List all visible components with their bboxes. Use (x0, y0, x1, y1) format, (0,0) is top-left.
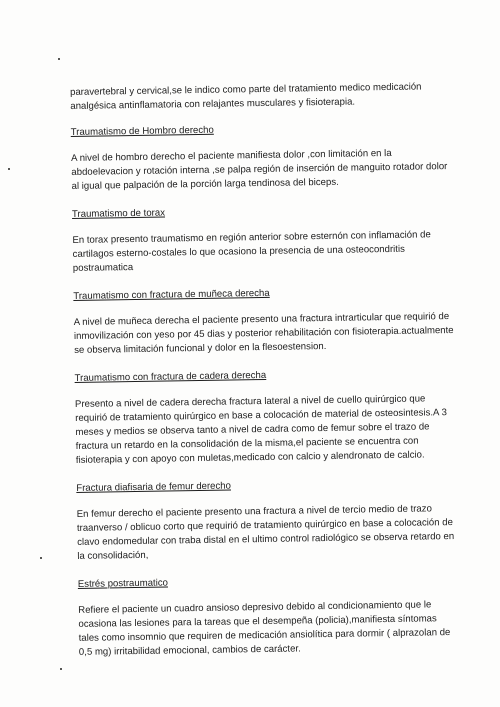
section-heading-torax: Traumatismo de torax (71, 207, 166, 220)
section-body-cadera: Presento a nivel de cadera derecha fractura lateral a nivel de cuello quirúrgico que requirió de tratamiento quirúrgico en base a colocación de material de osteosintesis.A 3 meses y medios se observa tanto a nivel de cadra como de femur sobre el trazo de fractura un retardo en la consolidación de la misma,el paciente se encuentra con fisioterapia y con apoyo con muletas,medicado con calcio y alendronato de calcio. (74, 393, 447, 466)
scan-speck (60, 668, 62, 670)
intro-paragraph: paravertebral y cervical,se le indico como parte del tratamiento medico medicación analgésica antinflamatoria con relajantes musculares y fisioterapia. (70, 81, 422, 112)
section-heading-hombro: Traumatismo de Hombro derecho (70, 124, 214, 138)
section-heading-estres: Estrés postraumatico (77, 577, 169, 590)
document-body (70, 80, 459, 660)
section-body-femur: En femur derecho el paciente presento una fractura a nivel de tercio medio de trazo traanverso / oblicuo corto que requirió de tratamiento quirúrgico en base a colocación de clavo endomedular con traba distal en el ultimo control radiológico se observa retardo en la consolidación, (76, 503, 455, 562)
scan-speck (58, 58, 60, 60)
section-heading-muneca: Traumatismo con fractura de muñeca derecha (73, 287, 270, 302)
scan-speck (8, 168, 10, 170)
section-body-muneca: A nivel de muñeca derecha el paciente presento una fractura intrarticular que requirió de inmovilización con yeso por 45 dias y posterior rehabilitación con fisioterapia.actualmente se observa limitación funcional y dolor en la flesoestension. (73, 311, 454, 356)
section-body-torax: En torax presento traumatismo en región anterior sobre esternón con inflamación de cartilagos esterno-costales lo que ocasiono la presencia de una osteocondritis postraumatica (72, 229, 431, 274)
section-heading-cadera: Traumatismo con fractura de cadera derecha (74, 369, 267, 384)
scan-speck (40, 557, 42, 559)
section-body-estres: Refiere el paciente un cuadro ansioso depresivo debido al condicionamiento que le ocasiona las lesiones para la tareas que el desempeña (policia),manifiesta síntomas tales como insomnio que requiren de medicación ansiolítica para dormir ( alprazolan de 0,5 mg) irritabilidad emocional, cambios de carácter. (78, 599, 451, 658)
section-heading-femur: Fractura diafisaria de femur derecho (76, 480, 232, 494)
section-body-hombro: A nivel de hombro derecho el paciente manifiesta dolor ,con limitación en la abdoelevacion y rotación interna ,se palpa región de inserción de manguito rotador dolor al igual que palpación de la porción larga tendinosa del biceps. (71, 147, 448, 192)
